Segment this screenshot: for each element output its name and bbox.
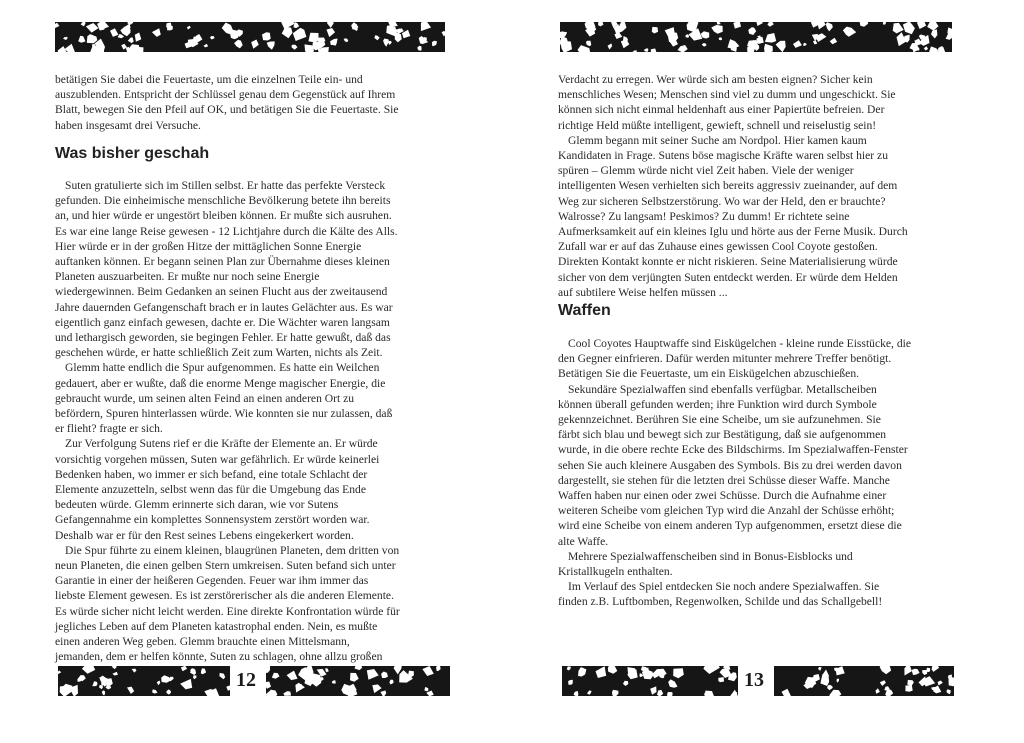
right-intro-text — [558, 72, 968, 300]
cracked-ice-pattern — [58, 666, 230, 696]
text-line: gebraucht wurde, um seinen alten Feind an einen anderen Ort zu — [55, 391, 355, 405]
text-line: neun Planeten, die einen gelben Stern umkreisen. Suten befand sich unter — [55, 559, 396, 573]
text-line: einen anderen Weg geben. Glemm brauchte einen Mittelsmann, — [55, 635, 350, 649]
text-line: Zur Verfolgung Sutens rief er die Kräfte der Elemente an. Er würde — [65, 437, 378, 451]
text-line: auf subtilere Weise helfen müssen ... — [558, 285, 728, 299]
text-line: finden z.B. Luftbomben, Regenwolken, Schilde und das Schallgebell! — [558, 595, 883, 609]
text-line: wird eine Scheibe von einem anderen Typ aufgenommen, ersetzt diese die — [558, 519, 902, 533]
section-heading-weapons: Waffen — [558, 302, 611, 319]
page-number: 12 — [236, 669, 256, 691]
text-line: jemanden, dem er helfen könnte, Suten zu schlagen, ohne allzu großen — [55, 650, 383, 664]
text-line: er flieht? fragte er sich. — [55, 422, 163, 436]
text-line: geschehen würde, er hatte schließlich Zeit zum Warten, nichts als Zeit. — [55, 346, 383, 360]
text-line: Es war eine lange Reise gewesen - 12 Lichtjahre durch die Kälte des Alls. — [55, 224, 398, 238]
text-line: gefunden. Die einheimische menschliche Bevölkerung betete ihn bereits — [55, 194, 391, 208]
text-line: können sich nicht einmal heldenhaft aus einer Papiertüte befreien. Der — [558, 103, 885, 117]
text-line: Weg zur sicheren Selbstzerstörung. Wo war der Held, den er brauchte? — [558, 194, 886, 208]
text-line: befördern, Spuren hinterlassen würde. Wie konnten sie nur zulassen, daß — [55, 407, 393, 421]
text-line: Jahre dauernden Gefangenschaft brach er in lautes Gelächter aus. Es war — [55, 300, 393, 314]
cracked-ice-pattern — [266, 666, 450, 696]
text-line: dargestellt, sie stehen für die letzten drei Schüsse dieser Waffe. Manche — [558, 473, 890, 487]
text-line: Aufmerksamkeit auf ein kleines Iglu und hörte aus der Ferne Musik. Durch — [558, 225, 908, 239]
cracked-ice-pattern — [560, 22, 952, 52]
text-line: auszublenden. Entspricht der Schlüssel genau dem Gegenstück auf Ihrem — [55, 88, 396, 102]
text-line: Planeten auszuarbeiten. Er mußte nur noch seine Energie — [55, 270, 320, 284]
text-line: haben insgesamt drei Versuche. — [55, 118, 201, 132]
text-line: Elemente anzuzetteln, selbst wenn das für die Umgebung das Ende — [55, 483, 366, 497]
text-line: Glemm hatte endlich die Spur aufgenommen. Es hatte ein Weilchen — [65, 361, 380, 375]
text-line: vorsichtig vorgehen müssen, Suten war gefährlich. Er würde keinerlei — [55, 452, 380, 466]
bottom-decorative-band — [562, 664, 954, 698]
section-heading-story: Was bisher geschah — [55, 145, 210, 162]
text-line: intelligenten Wesen verhielten sich bereits aggressiv zueinander, auf dem — [558, 179, 898, 193]
text-line: Deshalb war er für den Rest seines Lebens eingekerkert worden. — [55, 528, 354, 542]
bottom-decorative-band — [58, 664, 450, 698]
text-line: Betätigen Sie die Feuertaste, um ein Eiskügelchen abzuschießen. — [558, 367, 860, 381]
right-body-text — [558, 336, 968, 610]
text-line: weiteren Scheibe vom gleichen Typ wird die Anzahl der Schüsse erhöht; — [558, 504, 895, 518]
text-line: jegliches Leben auf dem Planeten katastrophal enden. Nein, es mußte — [55, 619, 378, 633]
cracked-ice-pattern — [562, 666, 738, 696]
text-line: Hier würde er in der großen Hitze der mittäglichen Sonne Energie — [55, 239, 362, 253]
text-line: eigentlich ganz einfach gewesen, dachte er. Die Wächter waren langsam — [55, 315, 390, 329]
text-line: menschliches Wesen; Menschen sind viel zu dumm und ungeschickt. Sie — [558, 88, 896, 102]
text-line: färbt sich blau und bewegt sich zur Bestätigung, daß sie aufgenommen — [558, 428, 887, 442]
text-line: Mehrere Spezialwaffenscheiben sind in Bonus-Eisblocks und — [568, 549, 853, 563]
left-body-text — [55, 178, 455, 665]
text-line: Bedenken haben, wo immer er sich befand, eine totale Schlacht der — [55, 467, 368, 481]
text-line: bedeuten würde. Glemm erinnerte sich daran, wie vor Sutens — [55, 498, 339, 512]
left-intro-text — [55, 72, 455, 133]
text-line: Blatt, bewegen Sie den Pfeil auf OK, und betätigen Sie die Feuertaste. Sie — [55, 103, 399, 117]
text-line: Kristallkugeln enthalten. — [558, 565, 673, 579]
text-line: Glemm begann mit seiner Suche am Nordpol. Hier kamen kaum — [568, 133, 867, 147]
text-line: Cool Coyotes Hauptwaffe sind Eiskügelchen - kleine runde Eisstücke, die — [568, 337, 912, 350]
cracked-ice-pattern — [55, 22, 445, 52]
right-page — [512, 0, 1024, 743]
text-line: Kandidaten in Frage. Sutens böse magische Kräfte waren selbst hier zu — [558, 149, 888, 163]
text-line: Es würde sicher nicht leicht werden. Eine direkte Konfrontation würde für — [55, 604, 400, 618]
text-line: gekennzeichnet. Berühren Sie eine Scheibe, um sie aufzunehmen. Sie — [558, 413, 881, 427]
text-line: Verdacht zu erregen. Wer würde sich am besten eignen? Sicher kein — [558, 73, 873, 86]
text-line: an, und hier würde er ungestört bleiben können. Er mußte sich ausruhen. — [55, 209, 392, 223]
text-line: Garantie in einer der heißeren Gegenden. Feuer war ihm immer das — [55, 574, 369, 588]
text-line: liebste Element gewesen. Es ist zerstörerischer als die anderen Elemente. — [55, 589, 394, 603]
text-line: auftanken können. Er begann seinen Plan zur Übernahme dieses kleinen — [55, 255, 390, 269]
text-line: Direkten Kontakt konnte er nicht riskieren. Seine Materialisierung würde — [558, 255, 898, 269]
text-line: wurde, in die obere rechte Ecke des Bildschirms. Im Spezialwaffen-Fenster — [558, 443, 908, 457]
text-line: wiedergewinnen. Beim Gedanken an seinen Flucht aus der zweitausend — [55, 285, 388, 299]
top-decorative-band — [560, 22, 952, 52]
text-line: Walrosse? Zu langsam! Peskimos? Zu dumm! Er richtete seine — [558, 209, 850, 223]
text-line: sicher von dem verjüngten Suten entdeckt werden. Er würde dem Helden — [558, 270, 898, 284]
text-line: spüren – Glemm würde nicht viel Zeit haben. Viele der weniger — [558, 164, 854, 178]
text-line: und lethargisch geworden, sie begingen Fehler. Er hatte gewußt, daß das — [55, 331, 391, 345]
text-line: Suten gratulierte sich im Stillen selbst. Er hatte das perfekte Versteck — [65, 179, 386, 192]
text-line: sehen Sie auch kleinere Ausgaben des Symbols. Bis zu drei werden davon — [558, 458, 902, 472]
text-line: Sekundäre Spezialwaffen sind ebenfalls verfügbar. Metallscheiben — [568, 382, 877, 396]
text-line: Waffen haben nur einen oder zwei Schüsse. Durch die Aufnahme einer — [558, 489, 887, 503]
text-line: betätigen Sie dabei die Feuertaste, um die einzelnen Teile ein- und — [55, 73, 363, 86]
text-line: können überall gefunden werden; ihre Funktion wird durch Symbole — [558, 397, 877, 411]
text-line: gedauert, aber er wußte, daß die enorme Menge magischer Energie, die — [55, 376, 386, 390]
text-line: Zufall war er auf das Zuhause eines gewissen Cool Coyote gestoßen. — [558, 240, 878, 254]
text-line: alte Waffe. — [558, 534, 609, 548]
text-line: Im Verlauf des Spiel entdecken Sie noch andere Spezialwaffen. Sie — [568, 580, 880, 594]
top-decorative-band — [55, 22, 445, 52]
text-line: Gefangennahme ein komplettes Sonnensystem zerstört worden war. — [55, 513, 370, 527]
cracked-ice-pattern — [774, 666, 954, 696]
text-line: den Gegner einfrieren. Dafür werden mitunter mehrere Treffer benötigt. — [558, 352, 892, 366]
page-number: 13 — [744, 669, 764, 691]
text-line: richtige Held müßte intelligent, gewieft, schnell und reiselustig sein! — [558, 118, 877, 132]
text-line: Die Spur führte zu einem kleinen, blaugrünen Planeten, dem dritten von — [65, 543, 400, 557]
